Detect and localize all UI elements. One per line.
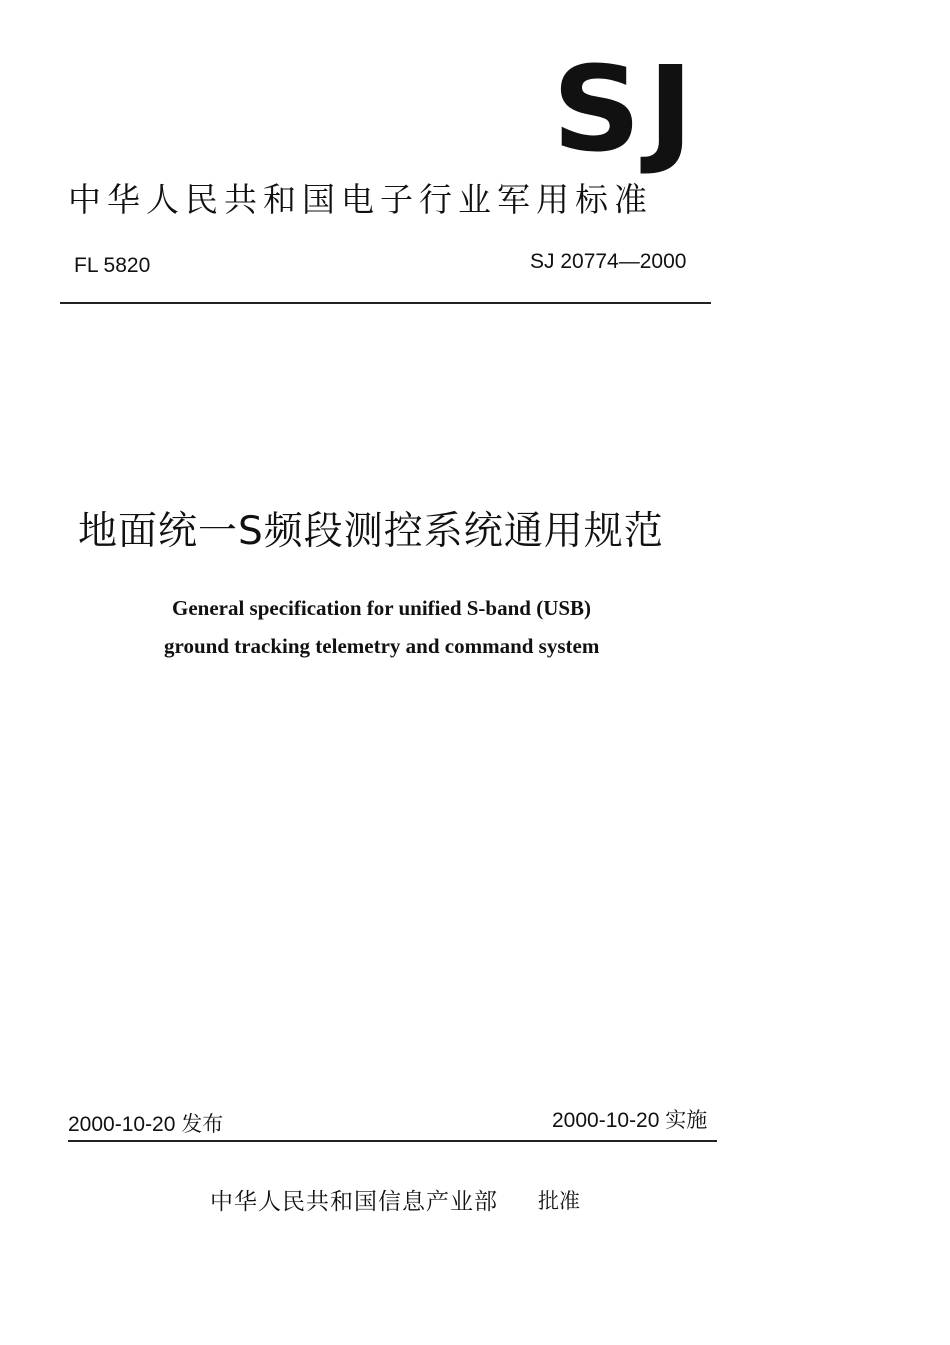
title-english-line1: General specification for unified S-band (USB)	[172, 596, 592, 620]
standard-category: 中华人民共和国电子行业军用标准	[68, 180, 653, 219]
sj-logo: SJ	[552, 40, 700, 178]
title-english-line2: ground tracking telemetry and command system	[164, 634, 600, 658]
classification-code: FL 5820	[74, 254, 151, 277]
effective-date: 2000-10-20 实施	[552, 1109, 708, 1132]
title-chinese: 地面统一S频段测控系统通用规范	[78, 509, 664, 554]
approving-authority: 中华人民共和国信息产业部	[210, 1189, 498, 1215]
release-date: 2000-10-20 发布	[68, 1113, 224, 1136]
standard-number: SJ 20774—2000	[530, 250, 687, 273]
approval-label: 批准	[538, 1189, 580, 1213]
footer-divider	[68, 1140, 717, 1142]
header-divider	[60, 302, 711, 304]
